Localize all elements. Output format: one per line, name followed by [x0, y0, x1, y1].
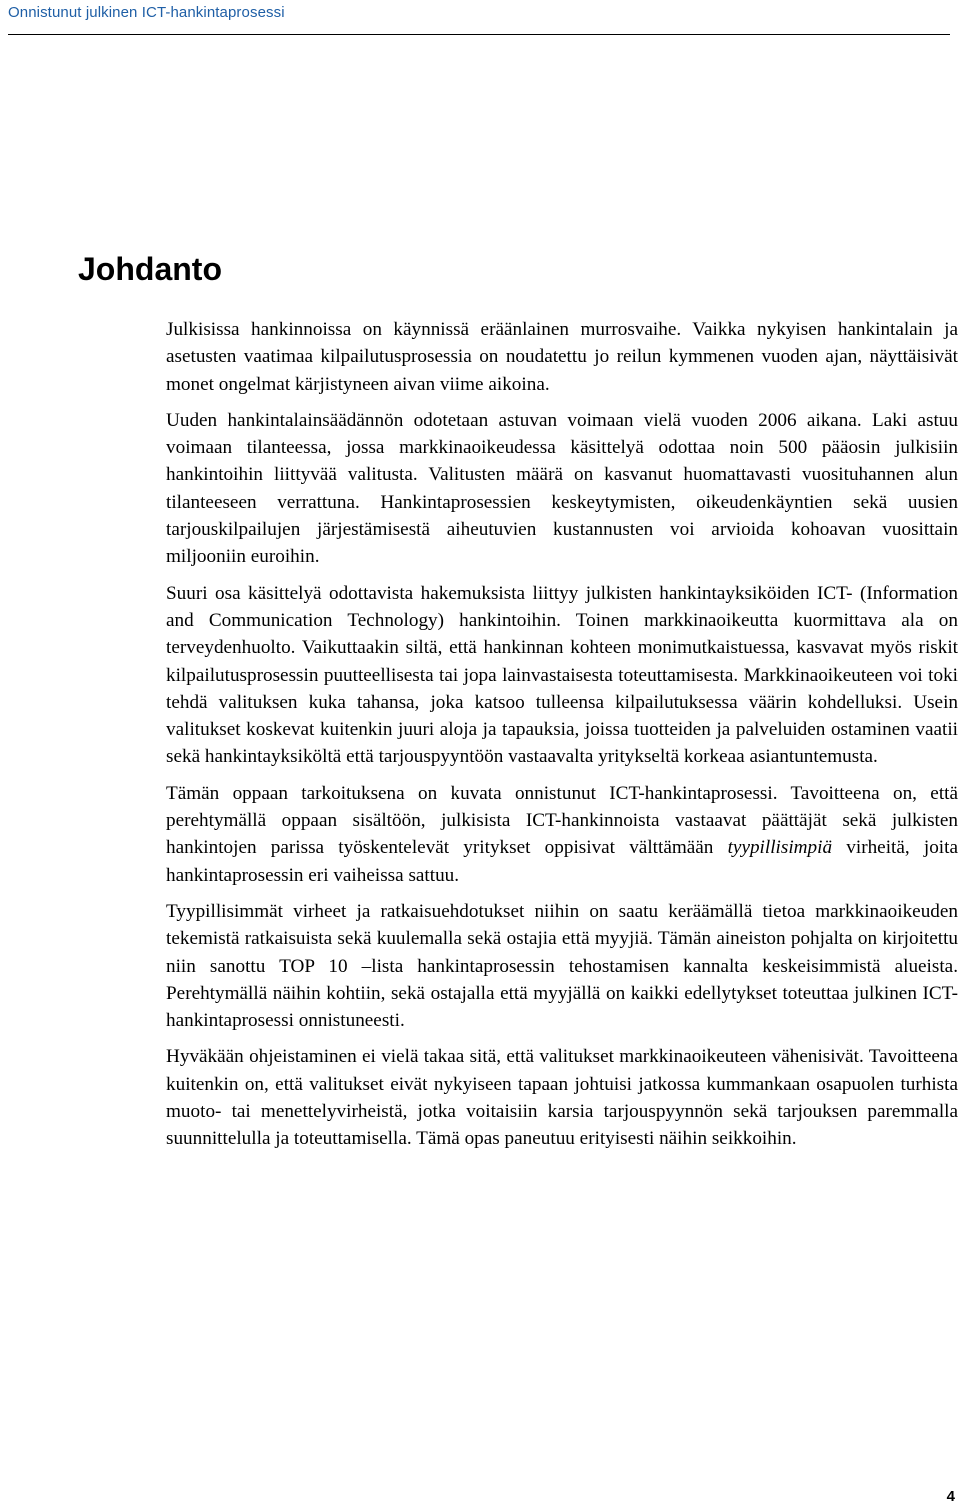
running-header-title: Onnistunut julkinen ICT-hankintaprosessi	[8, 4, 285, 21]
paragraph-6: Hyväkään ohjeistaminen ei vielä takaa sitä, että valitukset markkinaoikeuteen vähenisivät. Tavoitteena kuitenkin on, että valitukset eivät nykyiseen tapaan johtuisi jatkossa kummankaan osapuolen turhista muoto- tai menettelyvirheistä, jotka voitaisiin karsia tarjouspyynnön sekä tarjouksen paremmalla suunnittelulla ja toteuttamisella. Tämä opas paneutuu erityisesti näihin seikkoihin.	[166, 1046, 958, 1150]
paragraph-4-emphasis: tyypillisimpiä	[727, 837, 833, 859]
body-text	[166, 316, 958, 1153]
paragraph-4-text-after: virheitä, joita hankintaprosessin eri vaiheissa sattuu.	[166, 837, 958, 886]
paragraph-4	[166, 780, 958, 889]
paragraph-1: Julkisissa hankinnoissa on käynnissä eräänlainen murrosvaihe. Vaikka nykyisen hankintalain ja asetusten vaatimaa kilpailutusprosessia on noudatettu jo reilun kymmenen vuoden ajan, näyttäisivät monet ongelmat kärjistyneen aivan viime aikoina.	[166, 319, 958, 395]
paragraph-4-text-before: Tämän oppaan tarkoituksena on kuvata onnistunut ICT-hankintaprosessi. Tavoitteena on, että perehtymällä oppaan sisältöön, julkisista ICT-hankinnoista vastaavat päättäjät sekä julkisten hankintojen parissa työskentelevät yritykset oppisivat välttämään	[166, 782, 958, 859]
paragraph-3: Suuri osa käsittelyä odottavista hakemuksista liittyy julkisten hankintayksiköiden ICT- (Information and Communication Technology) hankintoihin. Toinen markkinaoikeutta kuormittava ala on terveydenhuolto. Vaikuttaakin siltä, että hankinnan kohteen monimutkaistuessa, kasvavat myös riskit kilpailutusprosessin puutteellisesta tai jopa lainvastaisesta toteuttamisesta. Markkinaoikeuteen voi toki tehdä valituksen kuka tahansa, joka katsoo tulleensa kilpailutuksessa väärin kohdelluksi. Usein valitukset koskevat kuitenkin juuri aloja ja tapauksia, joissa tuotteiden ja palveluiden ostaminen vaatii sekä hankintayksiköltä että tarjouspyyntöön vastaavalta yritykseltä korkeaa asiantuntemusta.	[166, 582, 958, 768]
paragraph-2: Uuden hankintalainsäädännön odotetaan astuvan voimaan vielä vuoden 2006 aikana. Laki astuu voimaan tilanteessa, jossa markkinaoikeudessa käsittelyä odottaa noin 500 pääosin julkisiin hankintoihin liittyvää valitusta. Valitusten määrä on kasvanut huomattavasti vuosituhannen alun tilanteeseen verrattuna. Hankintaprosessien keskeytymisten, oikeudenkäyntien sekä uusien tarjouskilpailujen järjestämisestä aiheutuvien kustannusten voi arvioida kohoavan vuosittain miljooniin euroihin.	[166, 409, 958, 568]
chapter-title: Johdanto	[78, 251, 222, 287]
header-divider	[8, 34, 950, 35]
page-number: 4	[946, 1488, 955, 1505]
paragraph-5: Tyypillisimmät virheet ja ratkaisuehdotukset niihin on saatu keräämällä tietoa markkinaoikeuden tekemistä ratkaisuista sekä kuulemalla sekä ostajia että myyjiä. Tämän aineiston pohjalta on kirjoitettu niin sanottu TOP 10 –lista hankintaprosessin tehostamisen kannalta keskeisimmistä alueista. Perehtymällä näihin kohtiin, sekä ostajalla että myyjällä on kaikki edellytykset toteuttaa julkinen ICT-hankintaprosessi onnistuneesti.	[166, 900, 958, 1032]
